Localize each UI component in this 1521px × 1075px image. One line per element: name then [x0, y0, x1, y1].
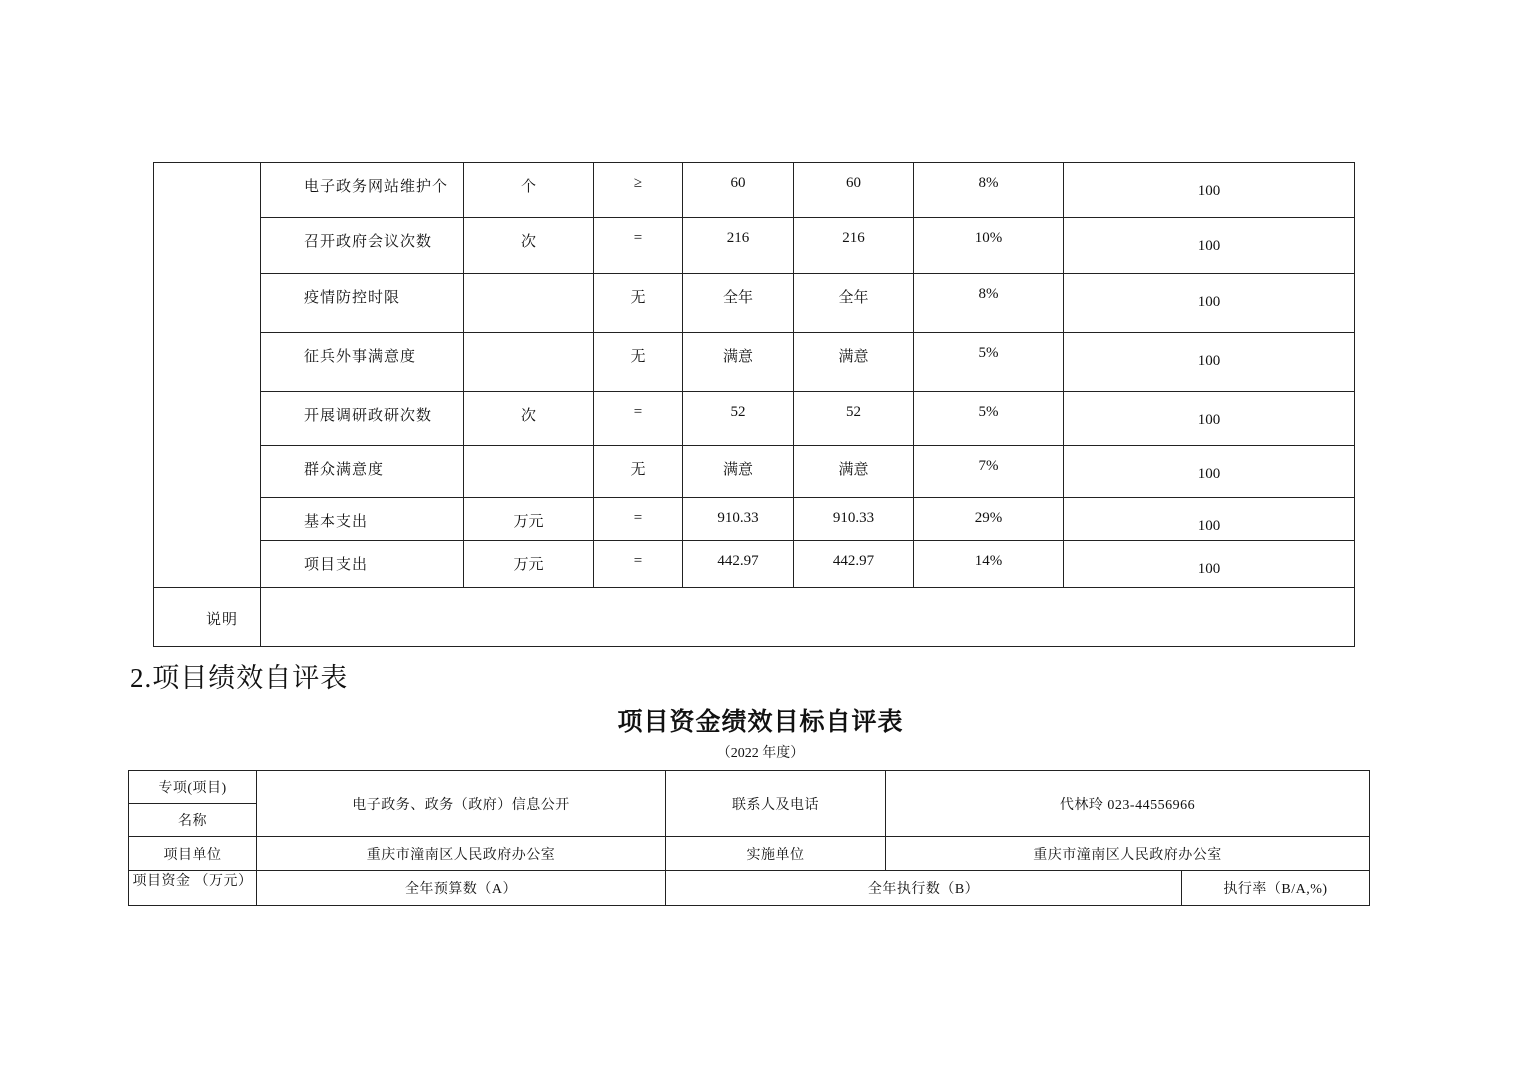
indicator-actual: 满意 — [794, 446, 914, 498]
note-content — [261, 588, 1355, 647]
indicator-unit: 万元 — [464, 498, 594, 541]
indicator-weight: 5% — [914, 333, 1064, 392]
indicator-actual: 52 — [794, 392, 914, 446]
indicator-score: 100 — [1064, 446, 1355, 498]
indicator-operator: = — [594, 498, 683, 541]
annual-executed-label: 全年执行数（B） — [666, 871, 1182, 906]
indicator-score: 100 — [1064, 333, 1355, 392]
project-name-label-top: 专项(项目) — [129, 771, 257, 804]
indicator-score: 100 — [1064, 274, 1355, 333]
note-row — [154, 588, 1355, 647]
indicator-name: 电子政务网站维护个 — [261, 163, 464, 218]
indicator-score: 100 — [1064, 218, 1355, 274]
indicator-weight: 29% — [914, 498, 1064, 541]
indicator-weight: 8% — [914, 163, 1064, 218]
indicator-name: 群众满意度 — [261, 446, 464, 498]
indicator-name: 开展调研政研次数 — [261, 392, 464, 446]
indicator-target: 910.33 — [683, 498, 794, 541]
indicator-category-cell — [154, 163, 261, 588]
indicator-unit: 次 — [464, 392, 594, 446]
indicator-row — [154, 333, 1355, 392]
indicator-row — [154, 446, 1355, 498]
indicator-actual: 全年 — [794, 274, 914, 333]
indicator-target: 满意 — [683, 333, 794, 392]
indicator-unit: 次 — [464, 218, 594, 274]
contact-label: 联系人及电话 — [666, 771, 886, 837]
indicator-weight: 14% — [914, 541, 1064, 588]
indicator-operator: 无 — [594, 333, 683, 392]
indicator-name: 召开政府会议次数 — [261, 218, 464, 274]
indicator-operator: = — [594, 218, 683, 274]
indicator-name: 项目支出 — [261, 541, 464, 588]
indicator-name: 疫情防控时限 — [261, 274, 464, 333]
indicator-name: 基本支出 — [261, 498, 464, 541]
indicator-unit — [464, 333, 594, 392]
indicator-weight: 7% — [914, 446, 1064, 498]
project-funds-label-text: 项目资金 （万元） — [132, 874, 253, 889]
indicator-weight: 5% — [914, 392, 1064, 446]
indicator-target: 52 — [683, 392, 794, 446]
indicator-unit: 万元 — [464, 541, 594, 588]
indicator-score: 100 — [1064, 498, 1355, 541]
indicator-target: 满意 — [683, 446, 794, 498]
indicator-operator: ≥ — [594, 163, 683, 218]
indicator-row — [154, 541, 1355, 588]
indicator-row — [154, 392, 1355, 446]
project-info-table — [128, 770, 1370, 906]
indicator-row — [154, 498, 1355, 541]
indicator-target: 216 — [683, 218, 794, 274]
note-label: 说明 — [154, 588, 261, 647]
indicator-actual: 60 — [794, 163, 914, 218]
form-title: 项目资金绩效目标自评表 — [617, 709, 904, 736]
indicator-target: 442.97 — [683, 541, 794, 588]
indicator-weight: 8% — [914, 274, 1064, 333]
project-unit-value: 重庆市潼南区人民政府办公室 — [257, 837, 666, 871]
indicator-score: 100 — [1064, 392, 1355, 446]
project-name-label-bottom: 名称 — [129, 804, 257, 837]
indicator-operator: 无 — [594, 274, 683, 333]
indicator-unit: 个 — [464, 163, 594, 218]
indicator-actual: 910.33 — [794, 498, 914, 541]
indicator-name: 征兵外事满意度 — [261, 333, 464, 392]
project-funds-label — [129, 871, 257, 906]
indicator-actual: 442.97 — [794, 541, 914, 588]
execution-rate-label: 执行率（B/A,%) — [1182, 871, 1370, 906]
indicator-actual: 216 — [794, 218, 914, 274]
project-unit-label: 项目单位 — [129, 837, 257, 871]
indicator-target: 60 — [683, 163, 794, 218]
annual-budget-label: 全年预算数（A） — [257, 871, 666, 906]
indicator-weight: 10% — [914, 218, 1064, 274]
section-heading: 2.项目绩效自评表 — [130, 663, 349, 693]
indicator-actual: 满意 — [794, 333, 914, 392]
project-name-value: 电子政务、政务（政府）信息公开 — [257, 771, 666, 837]
indicator-operator: = — [594, 541, 683, 588]
indicator-operator: 无 — [594, 446, 683, 498]
indicator-table — [153, 162, 1355, 647]
indicator-score: 100 — [1064, 163, 1355, 218]
indicator-unit — [464, 446, 594, 498]
indicator-operator: = — [594, 392, 683, 446]
form-year: （2022 年度） — [716, 746, 805, 761]
indicator-score: 100 — [1064, 541, 1355, 588]
implementing-unit-value: 重庆市潼南区人民政府办公室 — [886, 837, 1370, 871]
indicator-target: 全年 — [683, 274, 794, 333]
implementing-unit-label: 实施单位 — [666, 837, 886, 871]
indicator-unit — [464, 274, 594, 333]
indicator-row — [154, 274, 1355, 333]
indicator-row — [154, 163, 1355, 218]
indicator-row — [154, 218, 1355, 274]
contact-value: 代林玲 023-44556966 — [886, 771, 1370, 837]
